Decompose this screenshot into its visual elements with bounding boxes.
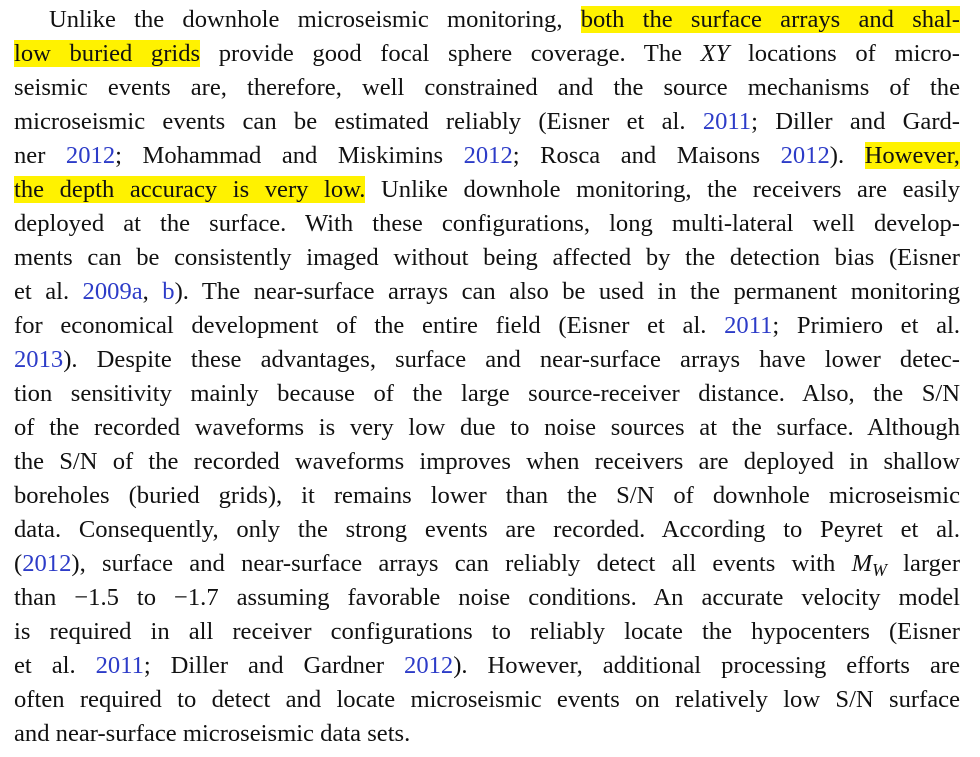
line-text: ; Diller and Gardner [143, 652, 405, 679]
line-text: provide good focal sphere coverage. The [200, 40, 701, 67]
text-line [14, 241, 960, 275]
citation-link[interactable]: b [162, 278, 175, 305]
line-text: boreholes (buried grids), it remains lower than the S/N of downhole microseismic [14, 482, 960, 509]
citation-link[interactable]: 2012 [404, 652, 454, 679]
line-text: Unlike downhole monitoring, the receivers are easily [365, 176, 960, 203]
text-line [14, 615, 960, 649]
line-text: of the recorded waveforms is very low due to noise sources at the surface. Although [14, 414, 960, 441]
line-text: ; Diller and Gard- [751, 108, 960, 135]
line-text: than −1.5 to −1.7 assuming favorable noise conditions. An accurate velocity model [14, 584, 960, 611]
line-text: and near-surface microseismic data sets. [14, 720, 411, 747]
line-text: deployed at the surface. With these configurations, long multi-lateral well develop- [14, 210, 960, 237]
line-text: ). Despite these advantages, surface and near-surface arrays have lower detec- [63, 346, 960, 373]
text-line [14, 173, 960, 207]
math-variable: M [851, 550, 873, 577]
line-text: ). However, additional processing efforts are [453, 652, 960, 679]
math-symbol [851, 550, 887, 580]
highlighted-text[interactable]: However, [864, 142, 960, 169]
line-text: ), surface and near-surface arrays can reliably detect all events with [71, 550, 852, 577]
line-text: ments can be consistently imaged without being affected by the detection bias (Eisner [14, 244, 960, 271]
text-line [14, 513, 960, 547]
line-text: et al. [14, 652, 96, 679]
line-text: is required in all receiver configurations to reliably locate the hypocenters (Eisner [14, 618, 960, 645]
text-line [14, 547, 960, 581]
text-line [14, 411, 960, 445]
line-text: ( [14, 550, 23, 577]
text-line [14, 37, 960, 71]
citation-link[interactable]: 2013 [14, 346, 64, 373]
text-line [49, 3, 960, 37]
line-text: ). [829, 142, 865, 169]
text-line [14, 581, 960, 615]
line-text: microseismic events can be estimated reliably (Eisner et al. [14, 108, 703, 135]
text-line [14, 683, 960, 717]
line-text: seismic events are, therefore, well constrained and the source mechanisms of the [14, 74, 960, 101]
citation-link[interactable]: 2011 [702, 108, 752, 135]
line-text: ; Mohammad and Miskimins [115, 142, 464, 169]
text-line [14, 445, 960, 479]
line-text: , [142, 278, 163, 305]
line-text: locations of micro- [729, 40, 960, 67]
citation-link[interactable]: 2012 [780, 142, 830, 169]
line-text: often required to detect and locate microseismic events on relatively low S/N surface [14, 686, 960, 713]
line-text: ; Primiero et al. [772, 312, 960, 339]
text-line [14, 377, 960, 411]
math-subscript: W [872, 559, 887, 580]
text-line [14, 479, 960, 513]
text-line [14, 649, 960, 683]
line-text: Unlike the downhole microseismic monitoring, [49, 6, 581, 33]
text-line [14, 275, 960, 309]
text-line [14, 717, 960, 751]
citation-link[interactable]: 2011 [724, 312, 773, 339]
citation-link[interactable]: 2011 [95, 652, 144, 679]
line-text: data. Consequently, only the strong events are recorded. According to Peyret et al. [14, 516, 960, 543]
text-line [14, 71, 960, 105]
citation-link[interactable]: 2009a [82, 278, 143, 305]
line-text: the S/N of the recorded waveforms improves when receivers are deployed in shallow [14, 448, 960, 475]
text-line [14, 105, 960, 139]
text-line [14, 343, 960, 377]
line-text: tion sensitivity mainly because of the large source-receiver distance. Also, the S/N [14, 380, 960, 407]
citation-link[interactable]: 2012 [65, 142, 116, 169]
line-text: larger [886, 550, 961, 577]
highlighted-text[interactable]: the depth accuracy is very low. [14, 176, 366, 203]
line-text: et al. [14, 278, 83, 305]
line-text: for economical development of the entire field (Eisner et al. [14, 312, 725, 339]
highlighted-text[interactable]: low buried grids [14, 40, 201, 67]
line-text: ; Rosca and Maisons [512, 142, 781, 169]
line-text: ner [14, 142, 66, 169]
italic-symbol: XY [700, 40, 730, 67]
line-text: ). The near-surface arrays can also be used in the permanent monitoring [174, 278, 961, 305]
text-line [14, 207, 960, 241]
citation-link[interactable]: 2012 [22, 550, 72, 577]
text-line [14, 139, 960, 173]
highlighted-text[interactable]: both the surface arrays and shal- [580, 6, 960, 33]
text-line [14, 309, 960, 343]
citation-link[interactable]: 2012 [463, 142, 513, 169]
